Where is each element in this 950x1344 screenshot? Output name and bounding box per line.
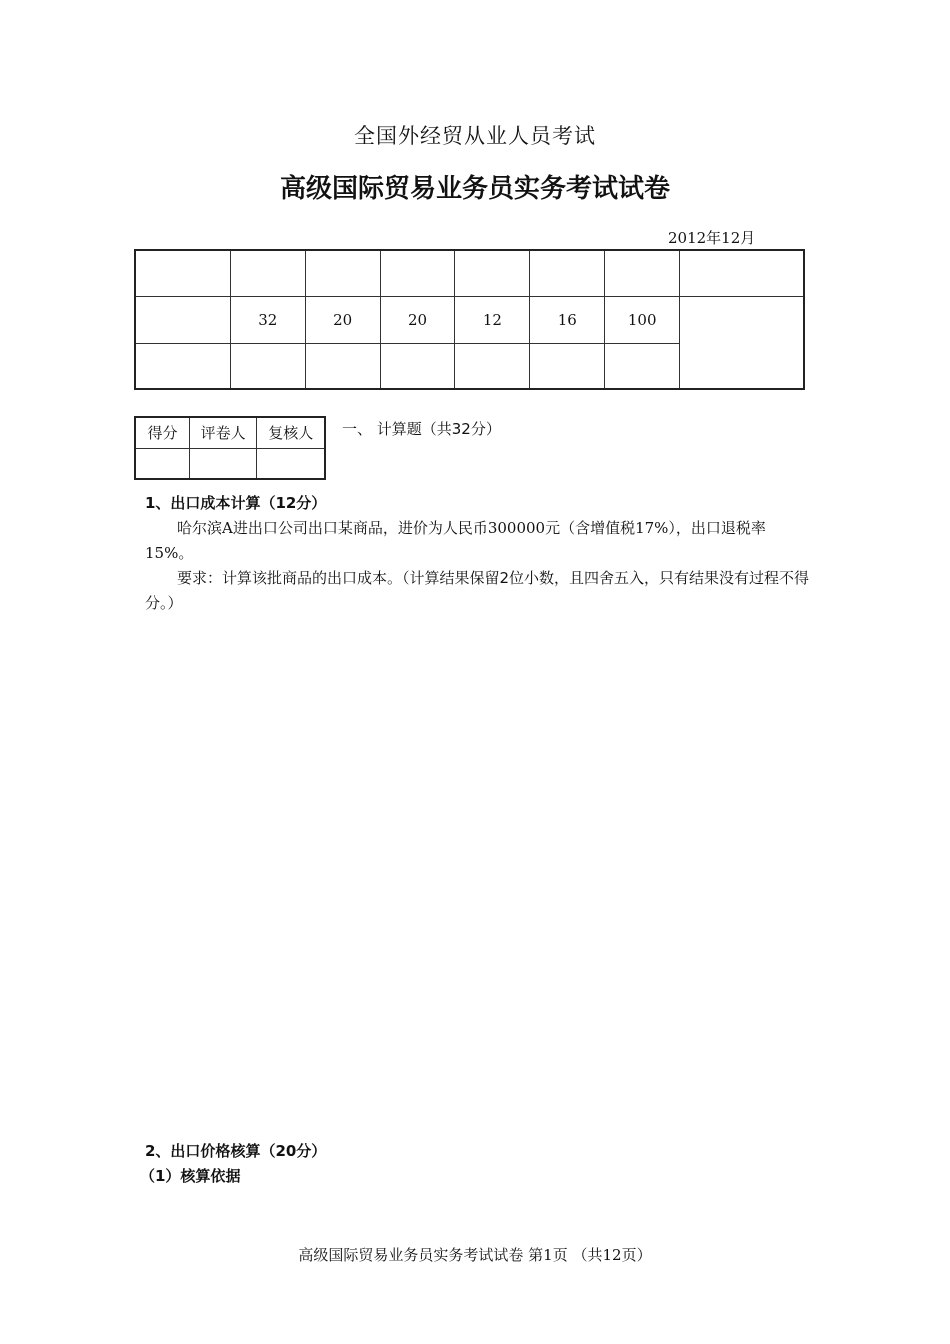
score-summary-table (134, 249, 805, 390)
grader-header-grader: 评卷人 (189, 417, 257, 448)
score-cell (135, 296, 230, 343)
points-value: 32 (230, 296, 305, 343)
question-2-heading: 2、出口价格核算（20分） (145, 1142, 327, 1160)
score-cell (455, 250, 530, 296)
section-heading: 一、 计算题（共32分） (342, 420, 501, 438)
grader-entry-row (135, 448, 325, 479)
exam-subtitle: 全国外经贸从业人员考试 (354, 124, 596, 148)
points-value: 16 (530, 296, 605, 343)
points-value: 12 (455, 296, 530, 343)
grader-header-reviewer: 复核人 (257, 417, 325, 448)
points-value: 20 (305, 296, 380, 343)
points-value: 20 (380, 296, 455, 343)
score-cell (530, 343, 605, 389)
score-cell (680, 250, 804, 296)
score-cell (380, 250, 455, 296)
score-cell (135, 343, 230, 389)
question-1-requirement: 要求：计算该批商品的出口成本。（计算结果保留2位小数，且四舍五入，只有结果没有过程不得分。） (145, 569, 810, 612)
grader-entry-cell (189, 448, 257, 479)
score-header-row (135, 250, 804, 296)
grader-entry-cell (257, 448, 325, 479)
grader-table (134, 416, 326, 480)
score-cell (605, 343, 680, 389)
question-1-body: 哈尔滨A进出口公司出口某商品，进价为人民币300000元（含增值税17%），出口退税率15%。 (145, 519, 766, 562)
score-cell (380, 343, 455, 389)
score-cell (230, 343, 305, 389)
score-cell (305, 343, 380, 389)
score-cell (305, 250, 380, 296)
question-1-heading: 1、出口成本计算（12分） (145, 494, 327, 512)
score-cell (605, 250, 680, 296)
exam-title: 高级国际贸易业务员实务考试试卷 (279, 174, 670, 204)
score-cell (135, 250, 230, 296)
exam-date: 2012年12月 (668, 229, 756, 247)
page-footer: 高级国际贸易业务员实务考试试卷 第1页 （共12页） (298, 1246, 652, 1264)
score-cell (680, 296, 804, 389)
score-cell (455, 343, 530, 389)
question-2-subheading: （1）核算依据 (140, 1167, 241, 1185)
grader-header-score: 得分 (135, 417, 189, 448)
grader-entry-cell (135, 448, 189, 479)
points-row (135, 296, 804, 343)
grader-header-row (135, 417, 325, 448)
points-value: 100 (605, 296, 680, 343)
score-cell (230, 250, 305, 296)
score-cell (530, 250, 605, 296)
